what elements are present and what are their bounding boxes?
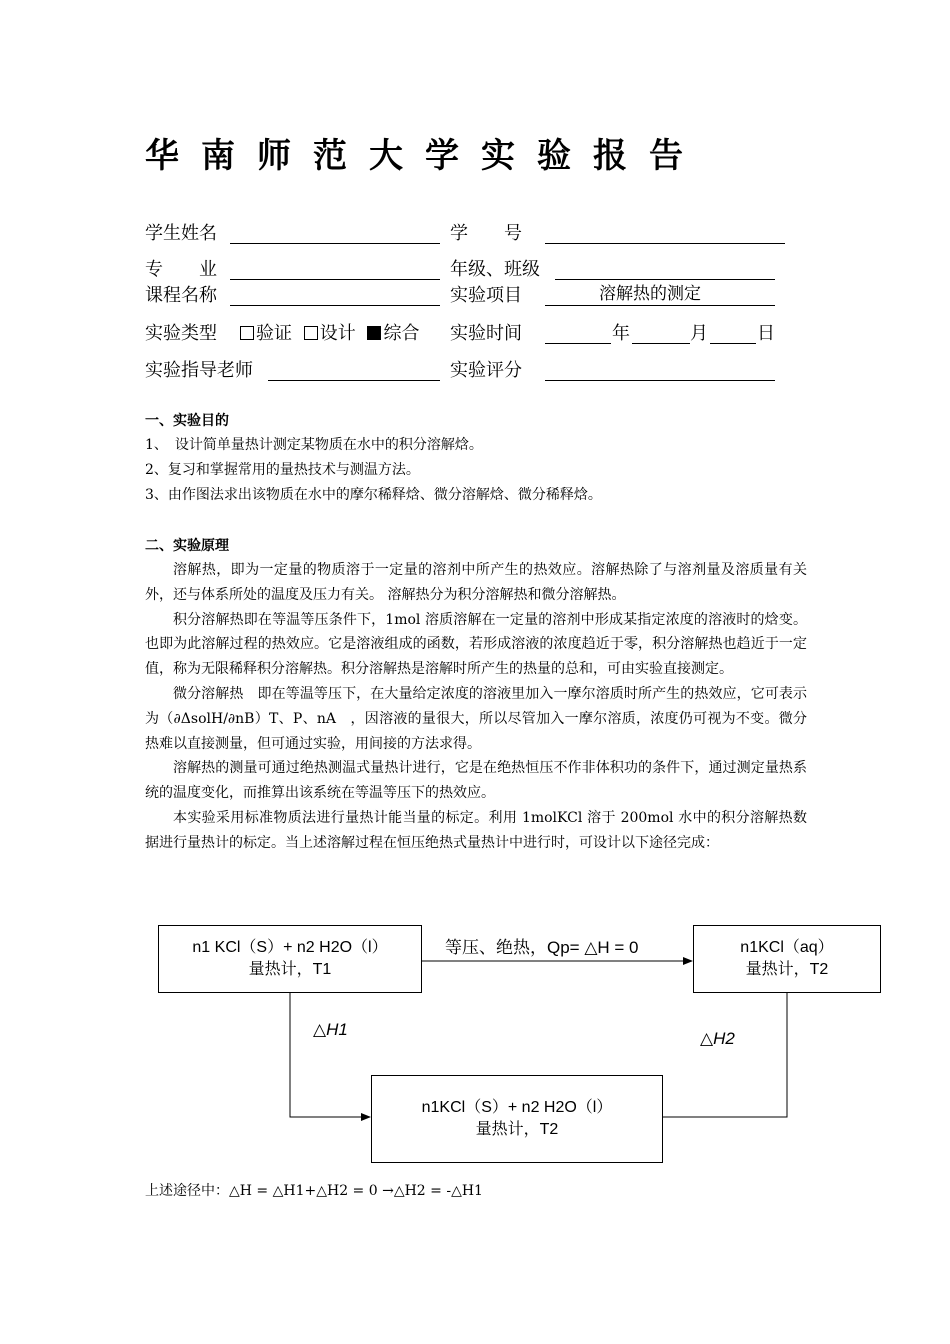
box2-line2: 量热计，T2 bbox=[745, 961, 829, 978]
checkbox-comprehensive[interactable] bbox=[367, 326, 381, 340]
year-field[interactable] bbox=[545, 321, 611, 344]
list-item: 1、 设计简单量热计测定某物质在水中的积分溶解焓。 bbox=[145, 437, 483, 453]
box1-line2: 量热计，T1 bbox=[248, 961, 332, 978]
box1-line1: n1 KCl（S）+ n2 H2O（l） bbox=[192, 939, 388, 956]
teacher-field[interactable] bbox=[268, 358, 440, 381]
objectives-list bbox=[145, 433, 602, 507]
arrow-dh1 bbox=[290, 992, 370, 1117]
box3-line1: n1KCl（S）+ n2 H2O（l） bbox=[421, 1099, 613, 1116]
dh1-label: △H1 bbox=[313, 1020, 348, 1039]
box3-line2: 量热计，T2 bbox=[475, 1121, 559, 1138]
paragraph: 溶解热的测量可通过绝热测温式量热计进行，它是在绝热恒压不作非体积功的条件下，通过测定量热系统的温度变化，而推算出该系统在等温等压下的热效应。 bbox=[145, 760, 807, 802]
final-state-box bbox=[693, 925, 881, 993]
day-label: 日 bbox=[757, 323, 775, 344]
box2-line1: n1KCl（aq） bbox=[740, 939, 834, 956]
paragraph: 溶解热，即为一定量的物质溶于一定量的溶剂中所产生的热效应。溶解热除了与溶剂量及溶质量有关外，还与体系所处的温度及压力有关。 溶解热分为积分溶解热和微分溶解热。 bbox=[145, 562, 807, 603]
teacher-label: 实验指导老师 bbox=[145, 360, 253, 381]
student-id-label: 学 号 bbox=[450, 223, 522, 244]
paragraph: 微分溶解热 即在等温等压下，在大量给定浓度的溶液里加入一摩尔溶质时所产生的热效应，它可表示为（∂ΔsolH/∂nB）T、P、nA ，因溶液的量很大，所以尽管加入一摩尔溶质，浓度仍可视为不变。微分热难以直接测量，但可通过实验，用间接的方法求得。 bbox=[145, 685, 807, 752]
type-label: 实验类型 bbox=[145, 323, 217, 344]
month-field[interactable] bbox=[632, 321, 690, 344]
comprehensive-option[interactable]: 综合 bbox=[367, 323, 419, 344]
list-item: 3、由作图法求出该物质在水中的摩尔稀释焓、微分溶解焓、微分稀释焓。 bbox=[145, 486, 602, 503]
student-name-field[interactable] bbox=[230, 221, 440, 244]
grade-class-field[interactable] bbox=[555, 257, 775, 280]
checkbox-verify[interactable] bbox=[240, 326, 254, 340]
verify-option[interactable]: 验证 bbox=[240, 323, 292, 344]
thermo-pathway-diagram bbox=[150, 915, 890, 1170]
checkbox-design[interactable] bbox=[304, 326, 318, 340]
design-option[interactable]: 设计 bbox=[304, 323, 356, 344]
course-label: 课程名称 bbox=[145, 285, 217, 306]
year-label: 年 bbox=[612, 323, 630, 344]
project-label: 实验项目 bbox=[450, 285, 522, 306]
score-label: 实验评分 bbox=[450, 360, 522, 381]
section1-heading: 一、实验目的 bbox=[145, 413, 229, 429]
student-id-field[interactable] bbox=[545, 221, 785, 244]
month-label: 月 bbox=[690, 323, 708, 344]
principle-text bbox=[145, 558, 807, 856]
intermediate-state-box bbox=[371, 1075, 663, 1163]
paragraph: 积分溶解热即在等温等压条件下，1mol 溶质溶解在一定量的溶剂中形成某指定浓度的溶液时的焓变。也即为此溶解过程的热效应。它是溶液组成的函数，若形成溶液的浓度趋近于零，积分溶解热也趋近于一定值，称为无限稀释积分溶解热。积分溶解热是溶解时所产生的热量的总和，可由实验直接测定。 bbox=[145, 611, 807, 678]
grade-class-label: 年级、班级 bbox=[450, 259, 540, 280]
list-item: 2、复习和掌握常用的量热技术与测温方法。 bbox=[145, 461, 420, 478]
report-title: 华南师范大学实验报告 bbox=[145, 136, 705, 176]
type-options bbox=[240, 322, 419, 346]
pathway-equation: 上述途径中：△H = △H1+△H2 = 0 →△H2 = -△H1 bbox=[145, 1183, 483, 1199]
paragraph: 本实验采用标准物质法进行量热计能当量的标定。利用 1molKCl 溶于 200mol 水中的积分溶解热数据进行量热计的标定。当上述溶解过程在恒压绝热式量热计中进行时，可设计以下途径完成： bbox=[145, 809, 807, 851]
top-arrow-label: 等压、绝热，Qp= △H = 0 bbox=[445, 938, 639, 957]
dh2-label: △H2 bbox=[700, 1029, 735, 1048]
major-label: 专 业 bbox=[145, 259, 217, 280]
time-label: 实验时间 bbox=[450, 323, 522, 344]
student-name-label: 学生姓名 bbox=[145, 223, 217, 244]
project-value: 溶解热的测定 bbox=[599, 284, 701, 304]
day-field[interactable] bbox=[710, 321, 756, 344]
score-field[interactable] bbox=[545, 358, 775, 381]
course-field[interactable] bbox=[230, 283, 440, 306]
initial-state-box bbox=[158, 925, 422, 993]
section2-heading: 二、实验原理 bbox=[145, 538, 229, 554]
major-field[interactable] bbox=[230, 257, 440, 280]
project-field[interactable] bbox=[545, 283, 775, 306]
